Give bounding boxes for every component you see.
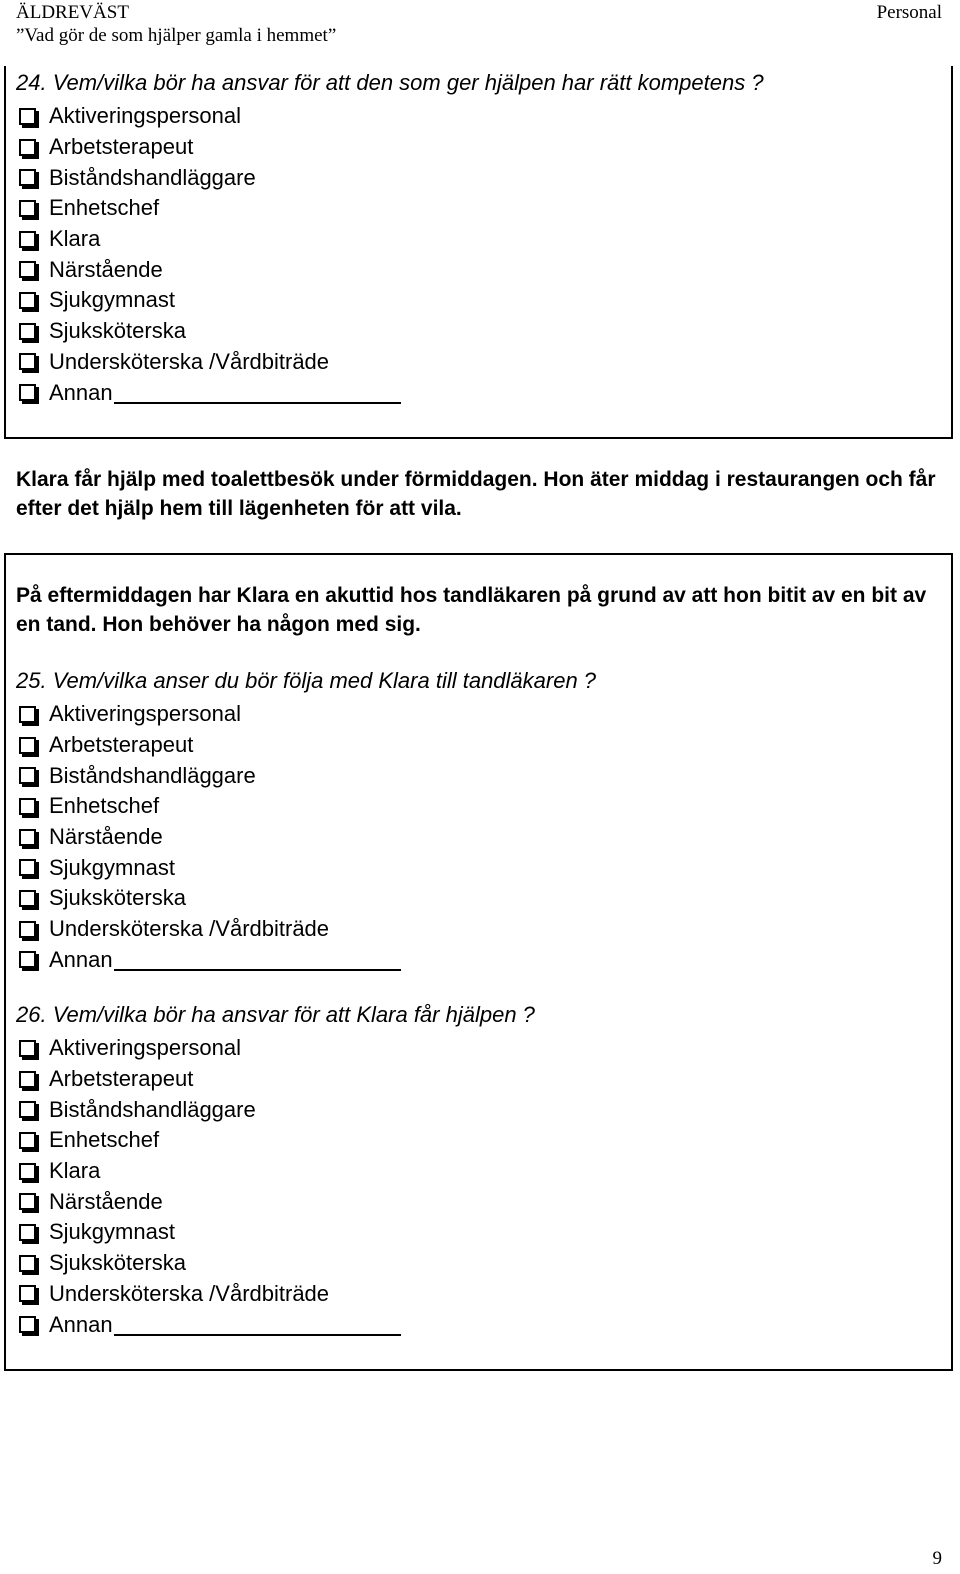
checkbox[interactable] xyxy=(19,353,36,370)
option-label: Annan xyxy=(49,1311,113,1337)
option-label: Sjuksköterska xyxy=(49,1250,186,1276)
options-25 xyxy=(16,699,401,975)
option-item xyxy=(16,760,401,791)
checkbox[interactable] xyxy=(19,921,36,938)
option-label: Enhetschef xyxy=(49,1127,160,1153)
checkbox[interactable] xyxy=(19,1255,36,1272)
option-item xyxy=(16,1033,401,1064)
option-label: Aktiveringspersonal xyxy=(49,701,241,727)
option-item xyxy=(16,791,401,822)
option-item xyxy=(16,347,401,378)
option-item xyxy=(16,1186,401,1217)
checkbox[interactable] xyxy=(19,292,36,309)
option-item xyxy=(16,101,401,132)
option-item xyxy=(16,914,401,945)
checkbox[interactable] xyxy=(19,1193,36,1210)
option-label: Arbetsterapeut xyxy=(49,732,194,758)
checkbox[interactable] xyxy=(19,323,36,340)
header-subtitle: ”Vad gör de som hjälper gamla i hemmet” xyxy=(16,25,337,46)
checkbox[interactable] xyxy=(19,951,36,968)
option-item xyxy=(16,162,401,193)
checkbox[interactable] xyxy=(19,108,36,125)
checkbox[interactable] xyxy=(19,1040,36,1057)
option-label: Sjukgymnast xyxy=(49,854,175,880)
option-label: Biståndshandläggare xyxy=(49,762,256,788)
option-label: Närstående xyxy=(49,1188,163,1214)
option-label: Undersköterska /Vårdbiträde xyxy=(49,916,330,942)
option-item xyxy=(16,1125,401,1156)
option-label: Aktiveringspersonal xyxy=(49,103,241,129)
header-title: ÄLDREVÄST xyxy=(16,2,129,23)
option-label: Annan xyxy=(49,379,113,405)
option-item xyxy=(16,1064,401,1095)
option-label: Arbetsterapeut xyxy=(49,134,194,160)
other-answer-line[interactable] xyxy=(114,1314,401,1336)
option-label: Biståndshandläggare xyxy=(49,164,256,190)
option-item xyxy=(16,852,401,883)
checkbox[interactable] xyxy=(19,261,36,278)
option-label: Närstående xyxy=(49,256,163,282)
option-label: Sjuksköterska xyxy=(49,885,186,911)
checkbox[interactable] xyxy=(19,1101,36,1118)
option-label: Närstående xyxy=(49,824,163,850)
options-26 xyxy=(16,1033,401,1340)
checkbox[interactable] xyxy=(19,706,36,723)
header-section: Personal xyxy=(876,2,942,23)
checkbox[interactable] xyxy=(19,798,36,815)
option-item xyxy=(16,193,401,224)
option-item xyxy=(16,730,401,761)
option-label: Enhetschef xyxy=(49,195,160,221)
checkbox[interactable] xyxy=(19,1163,36,1180)
checkbox[interactable] xyxy=(19,200,36,217)
question-26: 26. Vem/vilka bör ha ansvar för att Klara får hjälpen ? xyxy=(16,1002,535,1027)
question-24: 24. Vem/vilka bör ha ansvar för att den som ger hjälpen har rätt kompetens ? xyxy=(16,70,764,95)
option-label: Sjukgymnast xyxy=(49,287,175,313)
option-label: Enhetschef xyxy=(49,793,160,819)
scenario-text-2: På eftermiddagen har Klara en akuttid hos tandläkaren på grund av att hon bitit av en bit av en tand. Hon behöver ha någon med sig. xyxy=(16,584,927,636)
option-item xyxy=(16,285,401,316)
checkbox[interactable] xyxy=(19,169,36,186)
checkbox[interactable] xyxy=(19,1071,36,1088)
options-24 xyxy=(16,101,401,408)
option-label: Biståndshandläggare xyxy=(49,1096,256,1122)
other-answer-line[interactable] xyxy=(114,949,401,971)
option-label: Klara xyxy=(49,226,101,252)
option-item xyxy=(16,883,401,914)
question-25: 25. Vem/vilka anser du bör följa med Klara till tandläkaren ? xyxy=(16,668,597,693)
option-item xyxy=(16,1279,401,1310)
scenario-text-1: Klara får hjälp med toalettbesök under förmiddagen. Hon äter middag i restaurangen och får efter det hjälp hem till lägenheten för att vila. xyxy=(16,468,936,520)
checkbox[interactable] xyxy=(19,829,36,846)
other-answer-line[interactable] xyxy=(114,382,401,404)
checkbox[interactable] xyxy=(19,139,36,156)
checkbox[interactable] xyxy=(19,1132,36,1149)
option-item xyxy=(16,699,401,730)
option-item xyxy=(16,377,401,408)
checkbox[interactable] xyxy=(19,384,36,401)
option-label: Aktiveringspersonal xyxy=(49,1035,241,1061)
option-label: Sjukgymnast xyxy=(49,1219,175,1245)
option-item xyxy=(16,254,401,285)
checkbox[interactable] xyxy=(19,859,36,876)
option-item xyxy=(16,1217,401,1248)
option-item xyxy=(16,1094,401,1125)
option-item xyxy=(16,945,401,976)
checkbox[interactable] xyxy=(19,231,36,248)
option-item xyxy=(16,132,401,163)
option-label: Undersköterska /Vårdbiträde xyxy=(49,1280,330,1306)
option-item xyxy=(16,822,401,853)
checkbox[interactable] xyxy=(19,1316,36,1333)
page-header xyxy=(16,2,336,46)
option-item xyxy=(16,224,401,255)
option-label: Undersköterska /Vårdbiträde xyxy=(49,348,330,374)
checkbox[interactable] xyxy=(19,1285,36,1302)
option-label: Klara xyxy=(49,1158,101,1184)
page-number: 9 xyxy=(932,1548,942,1569)
checkbox[interactable] xyxy=(19,1224,36,1241)
option-item xyxy=(16,1248,401,1279)
option-item xyxy=(16,1156,401,1187)
checkbox[interactable] xyxy=(19,767,36,784)
option-label: Sjuksköterska xyxy=(49,318,186,344)
checkbox[interactable] xyxy=(19,737,36,754)
option-label: Arbetsterapeut xyxy=(49,1066,194,1092)
checkbox[interactable] xyxy=(19,890,36,907)
option-label: Annan xyxy=(49,946,113,972)
option-item xyxy=(16,316,401,347)
option-item xyxy=(16,1309,401,1340)
